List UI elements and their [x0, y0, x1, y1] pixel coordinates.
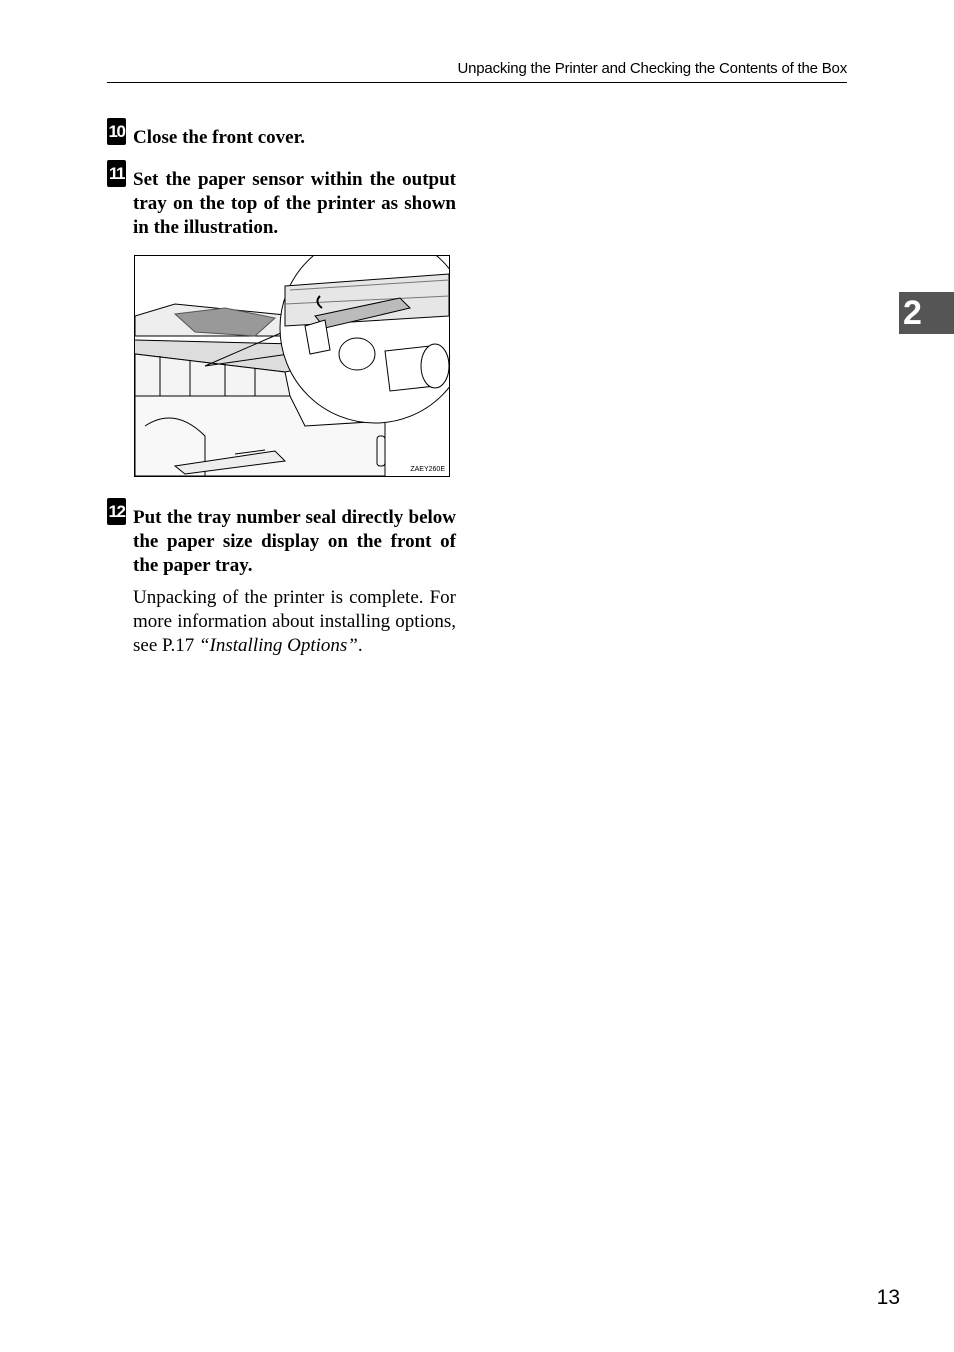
page-number: 13 [876, 1286, 900, 1309]
printer-illustration [134, 255, 450, 477]
paragraph-end: . [357, 635, 363, 656]
header-rule [107, 82, 847, 83]
step-instruction: Close the front cover. [133, 127, 306, 148]
chapter-tab: 2 [899, 292, 954, 334]
printer-drawing [135, 256, 449, 476]
cross-reference-link[interactable]: “Installing Options” [198, 635, 358, 656]
running-head: Unpacking the Printer and Checking the Contents of the Box [457, 60, 847, 77]
closing-paragraph [133, 586, 456, 658]
step-number-badge: 11 [107, 160, 126, 187]
step-number-badge: 12 [107, 498, 126, 525]
step-number-badge: 10 [107, 118, 126, 145]
figure-code: ZAEY260E [410, 466, 445, 473]
paragraph-text: Unpacking of the printer is complete. For more information about installing options, see P.17 [133, 587, 456, 656]
step-instruction: Set the paper sensor within the output tray on the top of the printer as shown in the illustration. [133, 169, 456, 238]
step-instruction: Put the tray number seal directly below the paper size display on the front of the paper tray. [133, 507, 456, 576]
